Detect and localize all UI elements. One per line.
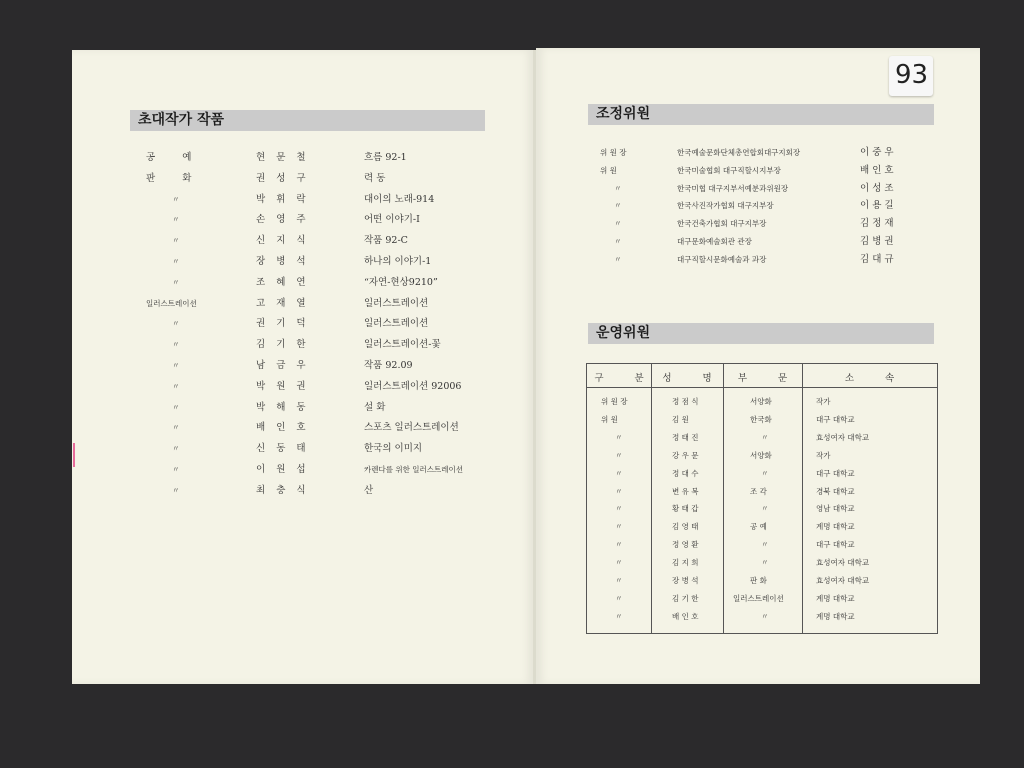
- coordination-organization: 대구직할시문화예술과 과장: [677, 254, 767, 264]
- operation-affiliation: 효성여자 대학교: [816, 558, 870, 568]
- operation-affiliation: 작가: [816, 397, 831, 406]
- page-number-tag: [889, 56, 933, 96]
- artist-category: 〃: [172, 485, 180, 495]
- page-number-text: 93: [895, 60, 929, 90]
- artist-category: 〃: [172, 423, 180, 433]
- artist-category: 〃: [172, 361, 180, 370]
- artwork-title: 어떤 이야기-I: [364, 214, 420, 226]
- operation-role: 〃: [615, 468, 623, 478]
- book-spine: [533, 50, 536, 684]
- operation-affiliation: 효성여자 대학교: [816, 576, 870, 585]
- artist-category: 〃: [172, 340, 180, 350]
- artist-category: 〃: [172, 319, 180, 329]
- section-heading-coordination: [588, 104, 934, 125]
- coordination-role: 〃: [614, 237, 622, 246]
- table-header-affiliation: 소 속: [844, 373, 909, 384]
- operation-affiliation: 대구 대학교: [816, 414, 855, 424]
- coordination-organization: 한국예술문화단체총연합회대구지회장: [677, 148, 801, 157]
- artwork-title: 일러스트레이션: [364, 297, 429, 309]
- operation-affiliation: 경북 대학교: [816, 486, 855, 496]
- operation-member-name: 김 영 태: [672, 522, 699, 532]
- coordination-role: 〃: [614, 183, 622, 193]
- operation-role: 〃: [615, 450, 623, 460]
- artist-category: 〃: [172, 215, 180, 225]
- operation-member-name: 정 점 식: [672, 397, 699, 406]
- artist-name: 장 병 석: [256, 256, 310, 267]
- coordination-role: 〃: [614, 201, 622, 211]
- artist-category: 〃: [172, 236, 180, 246]
- operation-affiliation: 작가: [816, 450, 831, 460]
- operation-role: 〃: [615, 611, 623, 621]
- artist-name: 박 해 동: [256, 401, 310, 413]
- operation-field: 서양화: [750, 397, 772, 406]
- operation-field: 서양화: [750, 450, 772, 460]
- artist-name: 이 원 섭: [256, 464, 310, 475]
- coordination-member-name: 김 정 재: [860, 218, 894, 230]
- operation-member-name: 배 인 호: [672, 611, 699, 621]
- artwork-title: 일러스트레이션 92006: [364, 380, 462, 392]
- artist-name: 손 영 주: [256, 214, 310, 226]
- artist-name: 조 혜 연: [256, 276, 310, 288]
- artist-category: 〃: [172, 402, 180, 412]
- operation-member-name: 김 지 희: [672, 558, 699, 568]
- coordination-organization: 한국미협 대구지부서예분과위원장: [677, 183, 789, 193]
- coordination-organization: 한국미술협회 대구직할시지부장: [677, 165, 781, 175]
- artist-category: 〃: [172, 257, 180, 266]
- operation-field: 공 예: [750, 522, 767, 532]
- operation-field: 〃: [761, 468, 769, 478]
- section-title: 초대작가 작품: [138, 112, 225, 128]
- operation-member-name: 정 영 환: [672, 540, 699, 550]
- artist-category: 공 예: [146, 152, 204, 163]
- artist-name: 고 재 열: [256, 297, 310, 309]
- artwork-title: 카렌다를 위한 일러스트레이션: [364, 465, 463, 474]
- coordination-member-name: 김 병 권: [860, 236, 894, 247]
- operation-role: 위 원: [601, 414, 618, 424]
- operation-role: 〃: [615, 486, 623, 496]
- operation-member-name: 변 유 복: [672, 486, 699, 496]
- artist-name: 권 기 덕: [256, 318, 310, 330]
- coordination-organization: 한국사진작가협회 대구지부장: [677, 201, 774, 211]
- table-column-divider: [651, 364, 652, 633]
- coordination-member-name: 배 인 호: [860, 164, 894, 176]
- artwork-title: 흐름 92-1: [364, 152, 407, 163]
- operation-affiliation: 계명 대학교: [816, 593, 855, 603]
- artist-category: 〃: [172, 381, 180, 391]
- artwork-title: 력 동: [364, 172, 386, 184]
- coordination-member-name: 김 대 규: [860, 253, 894, 265]
- section-heading-invited-artists: [130, 110, 485, 131]
- operation-member-name: 정 대 수: [672, 468, 699, 478]
- operation-affiliation: 대구 대학교: [816, 468, 855, 478]
- artist-name: 배 인 호: [256, 422, 310, 434]
- operation-field: 한국화: [750, 414, 772, 424]
- artwork-title: 일러스트레이션: [364, 318, 429, 330]
- operation-role: 〃: [615, 593, 623, 603]
- operation-member-name: 강 우 문: [672, 450, 699, 460]
- artist-category: 판 화: [146, 172, 204, 184]
- operation-member-name: 장 병 석: [672, 576, 699, 585]
- coordination-organization: 대구문화예술회관 관장: [677, 237, 752, 246]
- coordination-role: 〃: [614, 219, 622, 229]
- artist-name: 박 원 권: [256, 380, 310, 392]
- operation-member-name: 김 원: [672, 414, 689, 424]
- table-header-divider: [587, 387, 937, 388]
- artist-name: 신 동 태: [256, 443, 310, 455]
- artist-name: 최 충 식: [256, 484, 310, 496]
- section-heading-operation: [588, 323, 934, 344]
- artwork-title: 산: [364, 484, 374, 496]
- operation-field: 〃: [761, 432, 769, 442]
- section-title: 운영위원: [596, 325, 651, 341]
- operation-role: 〃: [615, 576, 623, 585]
- operation-affiliation: 효성여자 대학교: [816, 432, 870, 442]
- operation-role: 〃: [615, 558, 623, 568]
- operation-role: 위 원 장: [601, 397, 628, 406]
- artist-category: 일러스트레이션: [146, 298, 197, 308]
- artwork-title: 일러스트레이션-꽃: [364, 339, 441, 351]
- pink-margin-mark: [73, 443, 75, 467]
- operation-field: 〃: [761, 558, 769, 568]
- artwork-title: 한국의 이미지: [364, 443, 423, 455]
- operation-field: 조 각: [750, 486, 767, 496]
- table-header-name: 성 명: [662, 373, 726, 384]
- operation-field: 〃: [761, 611, 769, 621]
- artist-name: 권 성 구: [256, 172, 310, 184]
- artwork-title: 대이의 노래-914: [364, 193, 435, 205]
- artist-name: 현 문 철: [256, 152, 310, 163]
- coordination-member-name: 이 중 우: [860, 147, 894, 158]
- operation-role: 〃: [615, 432, 623, 442]
- operation-field: 〃: [761, 504, 769, 514]
- table-header-field: 부 문: [737, 373, 802, 384]
- operation-role: 〃: [615, 540, 623, 550]
- operation-affiliation: 계명 대학교: [816, 611, 855, 621]
- operation-member-name: 정 태 진: [672, 432, 699, 442]
- operation-role: 〃: [615, 522, 623, 532]
- coordination-member-name: 이 성 조: [860, 182, 894, 194]
- artist-name: 김 기 한: [256, 339, 310, 351]
- table-header-category: 구 분: [594, 373, 658, 384]
- coordination-role: 위 원: [600, 165, 617, 175]
- artist-category: 〃: [172, 444, 180, 454]
- operation-field: 〃: [761, 540, 769, 550]
- artist-category: 〃: [172, 194, 180, 204]
- artist-category: 〃: [172, 277, 180, 287]
- operation-affiliation: 영남 대학교: [816, 504, 855, 514]
- artwork-title: 작품 92.09: [364, 360, 413, 371]
- operation-field: 일러스트레이션: [733, 593, 784, 603]
- operation-member-name: 김 기 한: [672, 593, 699, 603]
- artwork-title: 설 화: [364, 401, 386, 413]
- artist-category: 〃: [172, 465, 180, 474]
- artist-name: 남 금 우: [256, 360, 310, 371]
- artist-name: 박 휘 락: [256, 193, 310, 205]
- coordination-organization: 한국건축가협회 대구지부장: [677, 219, 767, 229]
- artwork-title: “자연-현상9210”: [364, 276, 438, 288]
- artwork-title: 스포츠 일러스트레이션: [364, 422, 459, 434]
- artwork-title: 하나의 이야기-1: [364, 256, 432, 267]
- operation-affiliation: 대구 대학교: [816, 540, 855, 550]
- artwork-title: 작품 92-C: [364, 235, 408, 247]
- coordination-role: 〃: [614, 254, 622, 264]
- table-column-divider: [723, 364, 724, 633]
- operation-member-name: 황 태 갑: [672, 504, 699, 514]
- coordination-member-name: 이 용 길: [860, 200, 894, 212]
- operation-role: 〃: [615, 504, 623, 514]
- coordination-role: 위 원 장: [600, 148, 627, 157]
- artist-name: 신 지 식: [256, 235, 310, 247]
- operation-affiliation: 계명 대학교: [816, 522, 855, 532]
- table-column-divider: [802, 364, 803, 633]
- section-title: 조정위원: [596, 106, 651, 122]
- operation-field: 판 화: [750, 576, 767, 585]
